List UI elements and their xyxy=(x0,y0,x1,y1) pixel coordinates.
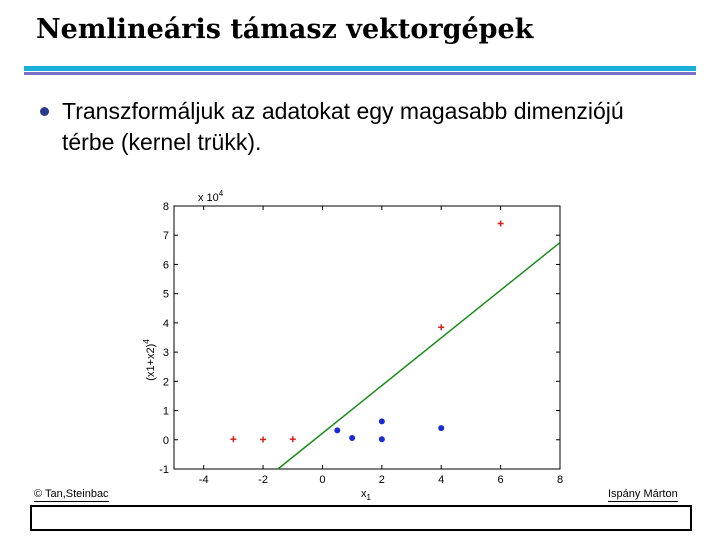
x-axis-label: $x_1$ xyxy=(361,488,371,502)
y-tick-label: 3 xyxy=(162,347,169,360)
dot-marker xyxy=(349,435,355,441)
bullet-text: Transzformáljuk az adatokat egy magasabb dimenziójú térbe (kernel trükk). xyxy=(62,98,624,155)
x-tick-label: 8 xyxy=(556,474,564,486)
x-tick-label: 2 xyxy=(378,474,385,486)
y-tick-label: -1 xyxy=(159,464,169,476)
x-tick-label: -4 xyxy=(198,474,209,486)
dot-marker xyxy=(334,427,340,433)
footer-author: Ispány Márton xyxy=(608,488,678,500)
title-divider xyxy=(24,64,696,78)
y-tick-label: 1 xyxy=(162,405,169,418)
y-multiplier-label: x $10^4$ xyxy=(198,190,224,204)
bullet-icon xyxy=(40,107,49,116)
x-tick-label: 4 xyxy=(438,474,445,486)
plot-area xyxy=(174,206,560,469)
y-tick-label: 8 xyxy=(162,201,169,213)
scatter-chart xyxy=(134,190,574,510)
y-tick-label: 2 xyxy=(162,376,169,389)
x-tick-label: 6 xyxy=(497,474,504,486)
y-tick-label: 0 xyxy=(162,434,169,447)
footer-box xyxy=(30,505,692,531)
slide-title: Nemlineáris támasz vektorgépek xyxy=(36,14,534,45)
y-tick-label: 6 xyxy=(162,259,169,272)
dot-marker xyxy=(438,425,444,431)
x-tick-label: -2 xyxy=(258,474,268,486)
dot-marker xyxy=(379,436,385,442)
footer-credit: © Tan,Steinbac xyxy=(34,488,109,500)
y-tick-label: 7 xyxy=(162,230,169,243)
dot-marker xyxy=(379,418,385,424)
x-tick-label: 0 xyxy=(319,474,326,486)
y-tick-label: 4 xyxy=(162,317,169,330)
y-axis-label: $(x1+x2)^4$ xyxy=(142,339,157,381)
y-tick-label: 5 xyxy=(162,288,169,301)
